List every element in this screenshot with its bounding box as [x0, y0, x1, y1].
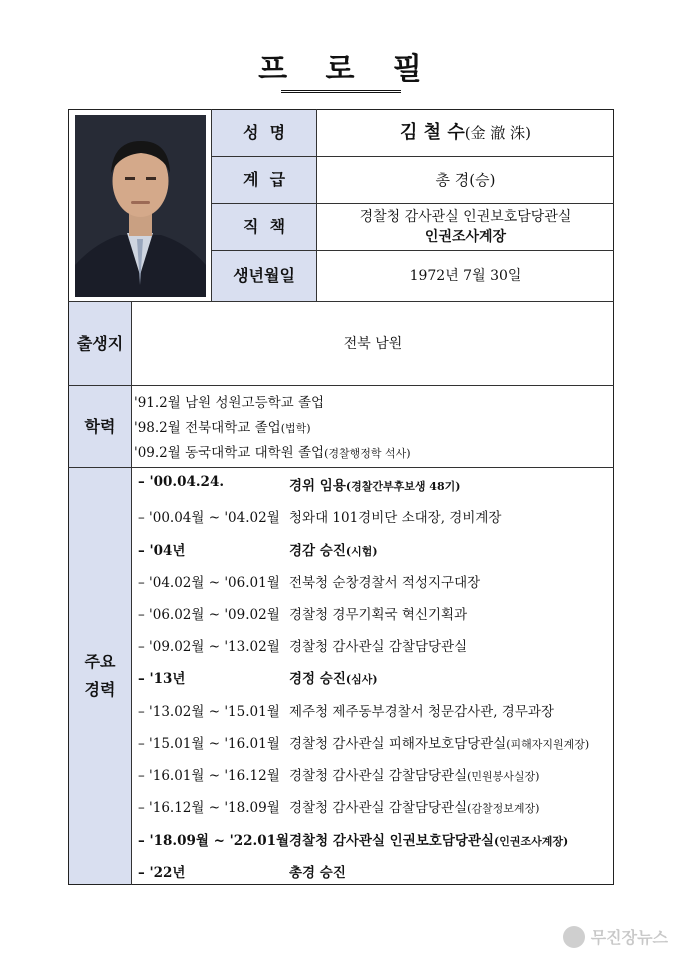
birthplace-label: 출생지: [69, 302, 131, 385]
birthdate-label: 생년월일: [212, 251, 316, 301]
watermark-badge-icon: [563, 926, 585, 948]
portrait-photo: [75, 115, 206, 297]
divider: [68, 467, 614, 468]
page-title: 프 로 필: [258, 52, 436, 87]
career-label-line2: 경력: [84, 680, 116, 699]
birthplace-value: 전북 남원: [343, 335, 403, 352]
career-label-line1: 주요: [84, 652, 116, 671]
rank-value: 총 경(승): [435, 171, 496, 189]
career-label: [69, 468, 131, 884]
rank-label: 계 급: [212, 157, 316, 203]
education-item: '91.2월 남원 성원고등학교 졸업: [134, 395, 325, 411]
position-line2: 인권조사계장: [424, 229, 507, 245]
watermark-logo: [563, 925, 668, 948]
education-item: '98.2월 전북대학교 졸업(법학): [134, 420, 311, 436]
education-label: 학력: [69, 386, 131, 467]
portrait-figure: [75, 115, 206, 297]
name-text: 김 철 수: [400, 122, 465, 143]
divider: [68, 385, 614, 386]
position-value: [317, 204, 614, 250]
birthdate-value: 1972년 7월 30일: [409, 268, 522, 284]
education-item: '09.2월 동국대학교 대학원 졸업(경찰행정학 석사): [134, 445, 411, 461]
position-label: 직 책: [212, 204, 316, 250]
position-line1: 경찰청 감사관실 인권보호담당관실: [359, 209, 572, 225]
name-label: 성 명: [212, 110, 316, 156]
title-underline: [281, 90, 401, 93]
name-hanja: (金 澈 洙): [464, 124, 531, 142]
name-value: [317, 110, 614, 156]
divider: [131, 301, 132, 885]
watermark-text: 무진장뉴스: [590, 928, 668, 947]
